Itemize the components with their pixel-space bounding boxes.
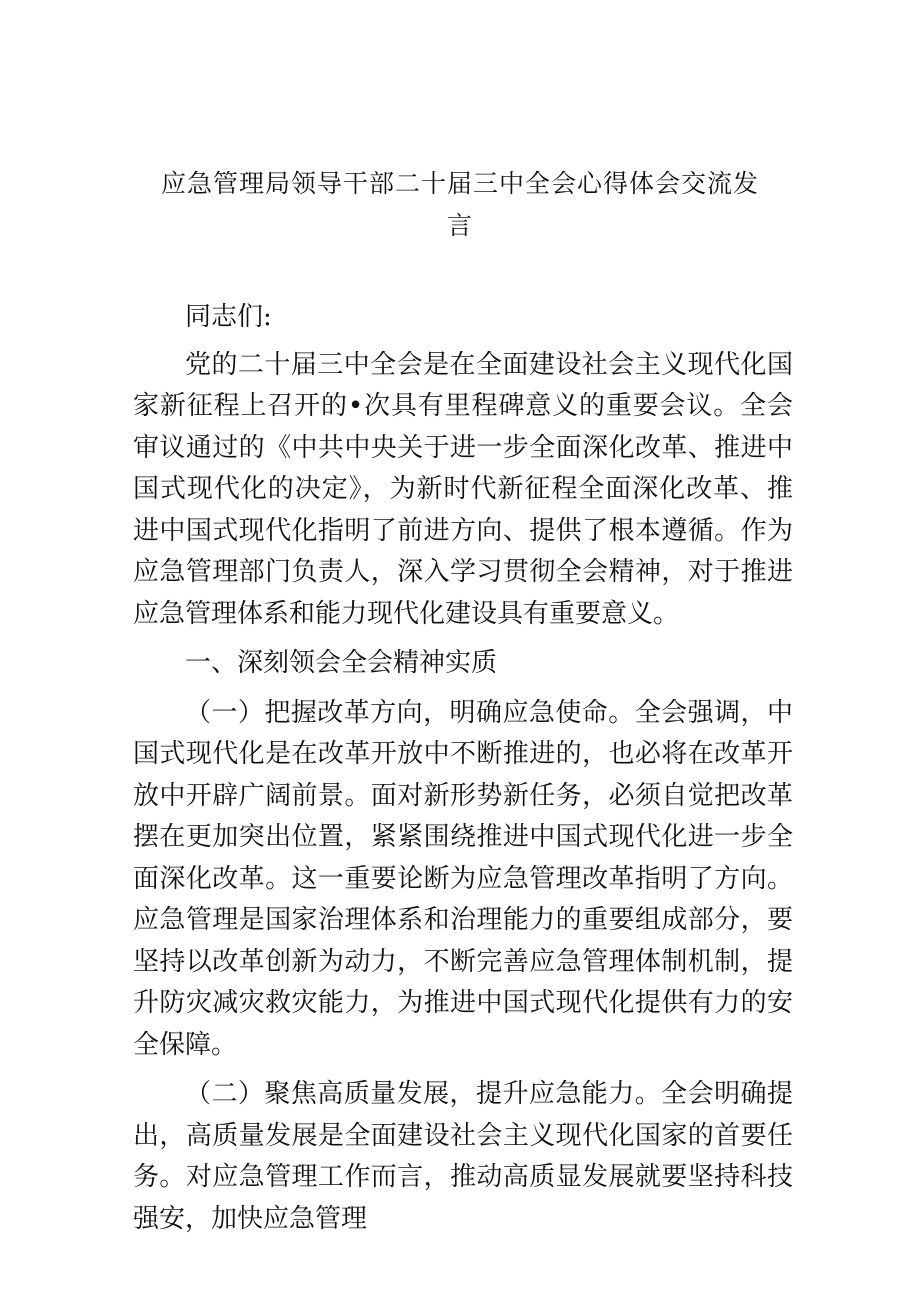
title-line-2: 言 [446, 211, 473, 240]
document-title [130, 163, 790, 247]
paragraph-intro: 党的二十届三中全会是在全面建设社会主义现代化国家新征程上召开的•次具有里程碑意义的重要会议。全会审议通过的《中共中央关于进一步全面深化改革、推进中国式现代化的决定》，为新时代新征程全面深化改革、推进中国式现代化指明了前进方向、提供了根本遵循。作为应急管理部门负责人，深入学习贯彻全会精神，对于推进应急管理体系和能力现代化建设具有重要意义。 [133, 349, 793, 629]
section-heading-1: 一、深刻领会全会精神实质 [185, 648, 498, 678]
greeting: 同志们: [185, 302, 272, 332]
document-body [133, 297, 793, 1240]
title-line-1: 应急管理局领导干部二十届三中全会心得体会交流发 [160, 169, 759, 198]
paragraph-subsection-2: （二）聚焦高质量发展，提升应急能力。全会明确提出，高质量发展是全面建设社会主义现代化国家的首要任务。对应急管理工作而言，推动高质显发展就要坚持科技强安，加快应急管理 [133, 1079, 793, 1234]
paragraph-subsection-1: （一）把握改革方向，明确应急使命。全会强调，中国式现代化是在改革开放中不断推进的，也必将在改革开放中开辟广阔前景。面对新形势新任务，必须自觉把改革摆在更加突出位置，紧紧围绕推进中国式现代化进一步全面深化改革。这一重要论断为应急管理改革指明了方向。应急管理是国家治理体系和治理能力的重要组成部分，要坚持以改革创新为动力，不断完善应急管理体制机制，提升防灾减灾救灾能力，为推进中国式现代化提供有力的安全保障。 [133, 697, 793, 1060]
